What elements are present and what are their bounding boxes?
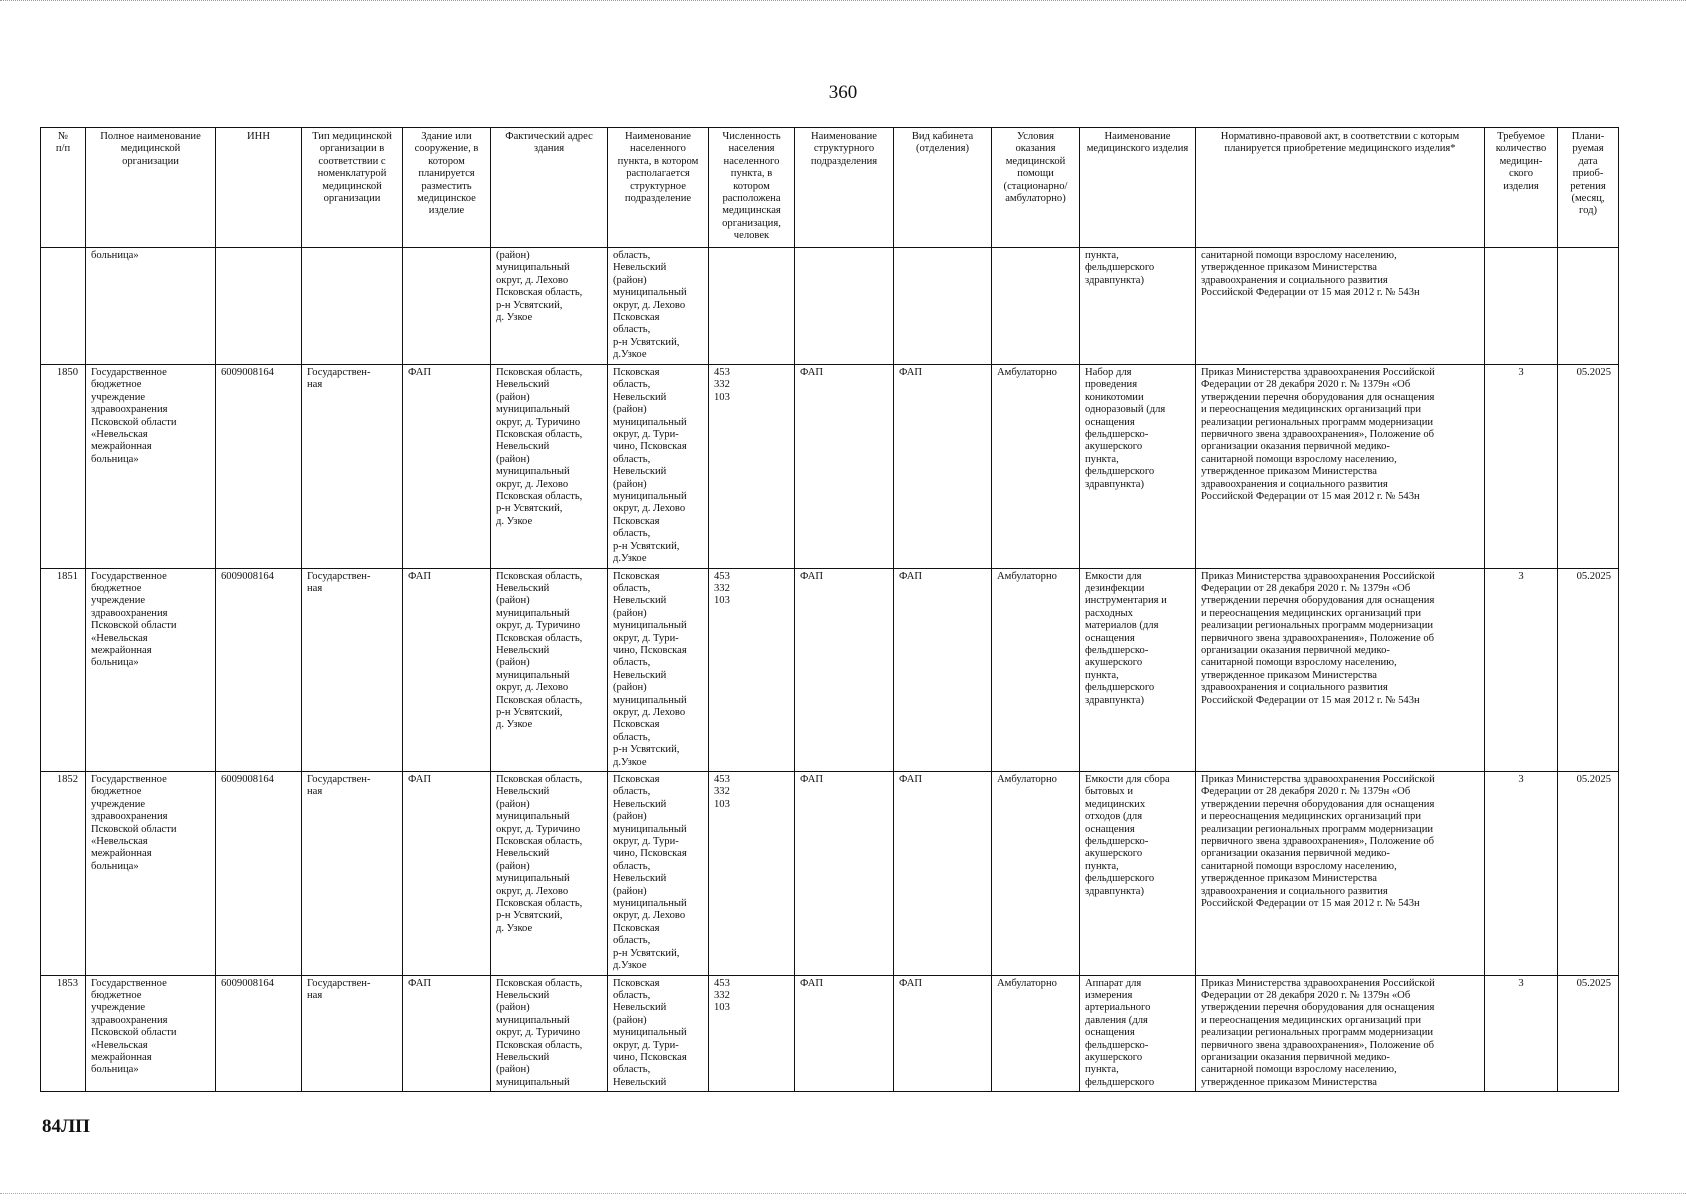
header-date: Плани-руемая дата приоб-ретения (месяц, год): [1558, 128, 1619, 248]
cell-inn: 6009008164: [216, 772, 302, 976]
cell-inn: 6009008164: [216, 975, 302, 1092]
header-qty: Требуемое количество медицин-ского изделия: [1485, 128, 1558, 248]
cell-population: 453 332 103: [709, 568, 795, 772]
page-number: 360: [828, 82, 858, 103]
header-address: Фактический адрес здания: [491, 128, 608, 248]
cell-org: Государственное бюджетное учреждение здравоохранения Псковской области «Невельская межрайонная больница»: [86, 568, 216, 772]
footer-code: 84ЛП: [42, 1116, 90, 1137]
table-row: [41, 975, 1619, 1092]
cell-locality: область, Невельский (район) муниципальный округ, д. Лехово Псковская область, р-н Усвятский, д.Узкое: [608, 248, 709, 365]
header-org: Полное наименование медицинской организации: [86, 128, 216, 248]
cell-type: Государствен- ная: [302, 772, 403, 976]
header-row: [41, 128, 1619, 248]
scan-edge-top: [0, 0, 1686, 5]
cell-cabinet: ФАП: [894, 568, 992, 772]
header-inn: ИНН: [216, 128, 302, 248]
cell-conditions: Амбулаторно: [992, 568, 1080, 772]
cell-device: Аппарат для измерения артериального давления (для оснащения фельдшерско- акушерского пункта, фельдшерского: [1080, 975, 1196, 1092]
cell-address: Псковская область, Невельский (район) муниципальный округ, д. Туричино Псковская область, Невельский (район) муниципальный: [491, 975, 608, 1092]
cell-building: ФАП: [403, 975, 491, 1092]
table-row: [41, 365, 1619, 569]
cell-cabinet: ФАП: [894, 772, 992, 976]
cell-legal-act: санитарной помощи взрослому населению, утвержденное приказом Министерства здравоохранения и социального развития Российской Федерации от 15 мая 2012 г. № 543н: [1196, 248, 1485, 365]
table-row: [41, 772, 1619, 976]
cell-date: 05.2025: [1558, 772, 1619, 976]
cell-device: Емкости для сбора бытовых и медицинских отходов (для оснащения фельдшерско- акушерского пункта, фельдшерского здравпункта): [1080, 772, 1196, 976]
cell-locality: Псковская область, Невельский (район) муниципальный округ, д. Тури- чино, Псковская область, Невельский (район) муниципальный округ, д. Лехово Псковская область, р-н Усвятский, д.Узкое: [608, 772, 709, 976]
cell-building: ФАП: [403, 365, 491, 569]
header-type: Тип медицинской организации в соответствии с номенклатурой медицинской организации: [302, 128, 403, 248]
cell-num: 1851: [41, 568, 86, 772]
header-conditions: Условия оказания медицинской помощи (стационарно/ амбулаторно): [992, 128, 1080, 248]
cell-legal-act: Приказ Министерства здравоохранения Российской Федерации от 28 декабря 2020 г. № 1379н «Об утверждении перечня оборудования для оснащения и переоснащения медицинских организаций при реализации региональных программ модернизации первичного звена здравоохранения», Положение об организации оказания первичной медико- санитарной помощи взрослому населению, утвержденное приказом Министерства: [1196, 975, 1485, 1092]
cell-org: Государственное бюджетное учреждение здравоохранения Псковской области «Невельская межрайонная больница»: [86, 772, 216, 976]
cell-inn: 6009008164: [216, 568, 302, 772]
cell-population: [709, 248, 795, 365]
header-population: Численность населения населенного пункта, в котором расположена медицинская организация, человек: [709, 128, 795, 248]
cell-address: Псковская область, Невельский (район) муниципальный округ, д. Туричино Псковская область, Невельский (район) муниципальный округ, д. Лехово Псковская область, р-н Усвятский, д. Узкое: [491, 568, 608, 772]
cell-qty: 3: [1485, 365, 1558, 569]
cell-qty: 3: [1485, 772, 1558, 976]
cell-num: 1852: [41, 772, 86, 976]
cell-legal-act: Приказ Министерства здравоохранения Российской Федерации от 28 декабря 2020 г. № 1379н «Об утверждении перечня оборудования для оснащения и переоснащения медицинских организаций при реализации региональных программ модернизации первичного звена здравоохранения», Положение об организации оказания первичной медико- санитарной помощи взрослому населению, утвержденное приказом Министерства здравоохранения и социального развития Российской Федерации от 15 мая 2012 г. № 543н: [1196, 365, 1485, 569]
cell-inn: 6009008164: [216, 365, 302, 569]
cell-org: Государственное бюджетное учреждение здравоохранения Псковской области «Невельская межрайонная больница»: [86, 975, 216, 1092]
header-unit: Наименование структурного подразделения: [795, 128, 894, 248]
cell-conditions: [992, 248, 1080, 365]
cell-type: Государствен- ная: [302, 568, 403, 772]
cell-qty: 3: [1485, 975, 1558, 1092]
cell-qty: 3: [1485, 568, 1558, 772]
cell-date: [1558, 248, 1619, 365]
cell-unit: ФАП: [795, 772, 894, 976]
header-locality: Наименование населенного пункта, в котором располагается структурное подразделение: [608, 128, 709, 248]
continuation-row: [41, 248, 1619, 365]
cell-population: 453 332 103: [709, 975, 795, 1092]
header-building: Здание или сооружение, в котором планируется разместить медицинское изделие: [403, 128, 491, 248]
cell-cabinet: [894, 248, 992, 365]
cell-conditions: Амбулаторно: [992, 365, 1080, 569]
header-cabinet: Вид кабинета (отделения): [894, 128, 992, 248]
cell-building: ФАП: [403, 568, 491, 772]
scan-edge-bottom: [0, 1193, 1686, 1198]
cell-num: 1853: [41, 975, 86, 1092]
cell-type: Государствен- ная: [302, 975, 403, 1092]
cell-population: 453 332 103: [709, 772, 795, 976]
cell-locality: Псковская область, Невельский (район) муниципальный округ, д. Тури- чино, Псковская область, Невельский (район) муниципальный округ, д. Лехово Псковская область, р-н Усвятский, д.Узкое: [608, 568, 709, 772]
cell-conditions: Амбулаторно: [992, 772, 1080, 976]
cell-unit: ФАП: [795, 568, 894, 772]
table-row: [41, 568, 1619, 772]
cell-org: больница»: [86, 248, 216, 365]
cell-device: Набор для проведения коникотомии одноразовый (для оснащения фельдшерско- акушерского пункта, фельдшерского здравпункта): [1080, 365, 1196, 569]
cell-conditions: Амбулаторно: [992, 975, 1080, 1092]
cell-cabinet: ФАП: [894, 975, 992, 1092]
header-num: № п/п: [41, 128, 86, 248]
cell-date: 05.2025: [1558, 365, 1619, 569]
header-device: Наименование медицинского изделия: [1080, 128, 1196, 248]
cell-type: Государствен- ная: [302, 365, 403, 569]
cell-inn: [216, 248, 302, 365]
cell-device: пункта, фельдшерского здравпункта): [1080, 248, 1196, 365]
cell-num: [41, 248, 86, 365]
cell-qty: [1485, 248, 1558, 365]
cell-building: [403, 248, 491, 365]
cell-legal-act: Приказ Министерства здравоохранения Российской Федерации от 28 декабря 2020 г. № 1379н «Об утверждении перечня оборудования для оснащения и переоснащения медицинских организаций при реализации региональных программ модернизации первичного звена здравоохранения», Положение об организации оказания первичной медико- санитарной помощи взрослому населению, утвержденное приказом Министерства здравоохранения и социального развития Российской Федерации от 15 мая 2012 г. № 543н: [1196, 772, 1485, 976]
cell-cabinet: ФАП: [894, 365, 992, 569]
cell-legal-act: Приказ Министерства здравоохранения Российской Федерации от 28 декабря 2020 г. № 1379н «Об утверждении перечня оборудования для оснащения и переоснащения медицинских организаций при реализации региональных программ модернизации первичного звена здравоохранения», Положение об организации оказания первичной медико- санитарной помощи взрослому населению, утвержденное приказом Министерства здравоохранения и социального развития Российской Федерации от 15 мая 2012 г. № 543н: [1196, 568, 1485, 772]
equipment-table: [40, 127, 1619, 1092]
cell-unit: ФАП: [795, 365, 894, 569]
cell-date: 05.2025: [1558, 975, 1619, 1092]
cell-unit: ФАП: [795, 975, 894, 1092]
cell-device: Емкости для дезинфекции инструментария и расходных материалов (для оснащения фельдшерско- акушерского пункта, фельдшерского здравпункта): [1080, 568, 1196, 772]
cell-address: Псковская область, Невельский (район) муниципальный округ, д. Туричино Псковская область, Невельский (район) муниципальный округ, д. Лехово Псковская область, р-н Усвятский, д. Узкое: [491, 365, 608, 569]
cell-date: 05.2025: [1558, 568, 1619, 772]
cell-type: [302, 248, 403, 365]
cell-locality: Псковская область, Невельский (район) муниципальный округ, д. Тури- чино, Псковская область, Невельский: [608, 975, 709, 1092]
cell-org: Государственное бюджетное учреждение здравоохранения Псковской области «Невельская межрайонная больница»: [86, 365, 216, 569]
cell-num: 1850: [41, 365, 86, 569]
cell-address: Псковская область, Невельский (район) муниципальный округ, д. Туричино Псковская область, Невельский (район) муниципальный округ, д. Лехово Псковская область, р-н Усвятский, д. Узкое: [491, 772, 608, 976]
cell-unit: [795, 248, 894, 365]
cell-population: 453 332 103: [709, 365, 795, 569]
header-legal-act: Нормативно-правовой акт, в соответствии с которым планируется приобретение медицинского изделия*: [1196, 128, 1485, 248]
cell-locality: Псковская область, Невельский (район) муниципальный округ, д. Тури- чино, Псковская область, Невельский (район) муниципальный округ, д. Лехово Псковская область, р-н Усвятский, д.Узкое: [608, 365, 709, 569]
cell-address: (район) муниципальный округ, д. Лехово Псковская область, р-н Усвятский, д. Узкое: [491, 248, 608, 365]
cell-building: ФАП: [403, 772, 491, 976]
